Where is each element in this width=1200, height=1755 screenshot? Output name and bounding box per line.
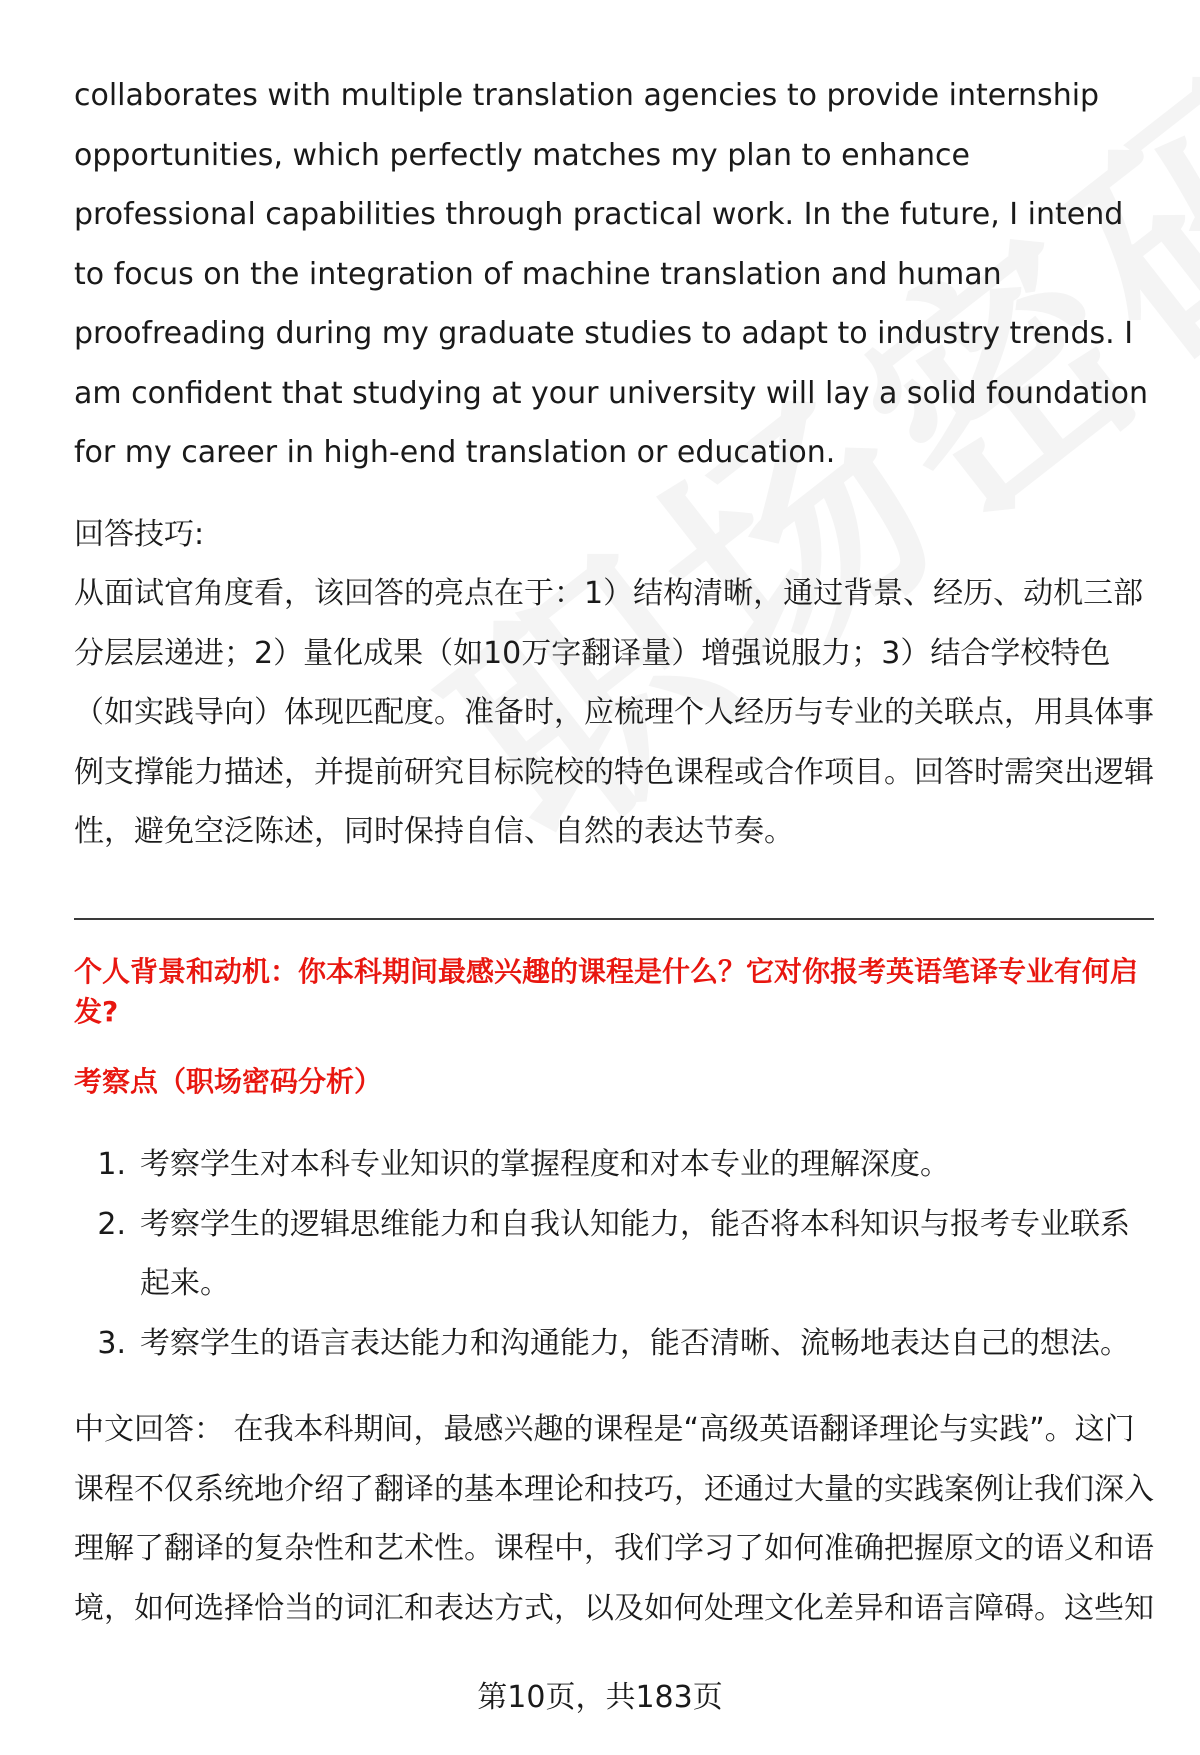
- list-number: 1.: [97, 1147, 126, 1182]
- list-text: 考察学生对本科专业知识的掌握程度和对本专业的理解深度。: [140, 1147, 950, 1182]
- question-heading: 个人背景和动机：你本科期间最感兴趣的课程是什么？它对你报考英语笔译专业有何启发?: [74, 955, 1139, 1028]
- english-answer-paragraph: collaborates with multiple translation agencies to provide internship opportunities, which perfectly matches my plan to enhance professional capabilities through practical work. In the future, I intend to focus on the integration of machine translation and human proofreading during my graduate studies to adapt to industry trends. I am confident that studying at your university will lay a solid foundation for my career in high-end translation or education.: [74, 78, 1148, 470]
- tips-paragraph: 从面试官角度看，该回答的亮点在于：1）结构清晰，通过背景、经历、动机三部分层层递进；2）量化成果（如10万字翻译量）增强说服力；3）结合学校特色（如实践导向）体现匹配度。准备时，应梳理个人经历与专业的关联点，用具体事例支撑能力描述，并提前研究目标院校的特色课程或合作项目。回答时需突出逻辑性，避免空泛陈述，同时保持自信、自然的表达节奏。: [74, 576, 1154, 849]
- section-divider: [74, 918, 1154, 920]
- analysis-heading: 考察点（职场密码分析）: [74, 1065, 383, 1098]
- list-number: 3.: [97, 1325, 126, 1361]
- list-text: 考察学生的逻辑思维能力和自我认知能力，能否将本科知识与报考专业联系起来。: [140, 1206, 1130, 1301]
- list-item: [74, 1314, 1154, 1374]
- list-item: [74, 1195, 1154, 1314]
- tips-label: 回答技巧:: [74, 516, 205, 552]
- list-item: [74, 1135, 1154, 1195]
- analysis-list: [74, 1135, 1154, 1373]
- list-text: 考察学生的语言表达能力和沟通能力，能否清晰、流畅地表达自己的想法。: [140, 1325, 1130, 1361]
- chinese-answer-paragraph: 中文回答： 在我本科期间，最感兴趣的课程是“高级英语翻译理论与实践”。这门课程不仅系统地介绍了翻译的基本理论和技巧，还通过大量的实践案例让我们深入理解了翻译的复杂性和艺术性。课程中，我们学习了如何准确把握原文的语义和语境，如何选择恰当的词汇和表达方式，以及如何处理文化差异和语言障碍。这些知: [74, 1412, 1154, 1626]
- list-number: 2.: [97, 1206, 126, 1242]
- document-body: [74, 66, 1154, 862]
- page-number-footer: 第10页，共183页: [477, 1680, 723, 1715]
